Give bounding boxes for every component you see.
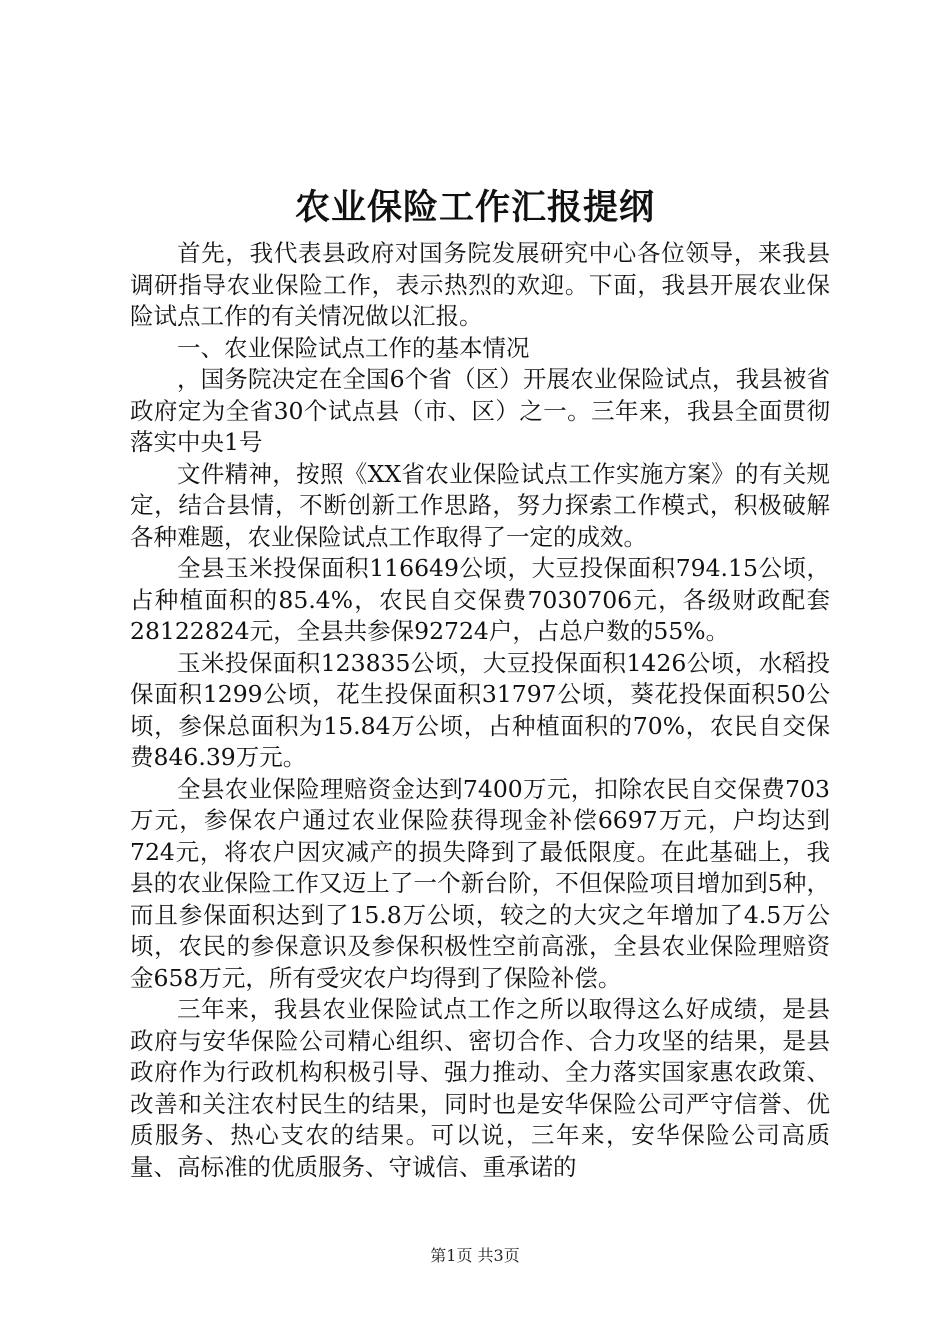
paragraph-achievements: 三年来，我县农业保险试点工作之所以取得这么好成绩，是县政府与安华保险公司精心组织、密切合作、合力攻坚的结果，是县政府作为行政机构积极引导、强力推动、全力落实国家惠农政策、改善和关注农村民生的结果，同时也是安华保险公司严守信誉、优质服务、热心支农的结果。可以说，三年来，安华保险公司高质量、高标准的优质服务、守诚信、重承诺的 <box>130 995 830 1181</box>
section-heading-basic-situation: 一、农业保险试点工作的基本情况 <box>177 333 530 362</box>
paragraph-intro: 首先，我代表县政府对国务院发展研究中心各位领导，来我县调研指导农业保险工作，表示热烈的欢迎。下面，我县开展农业保险试点工作的有关情况做以汇报。 <box>130 239 830 330</box>
page-number-footer: 第1页 共3页 <box>430 1246 520 1265</box>
document-body <box>130 238 830 1183</box>
document-title: 农业保险工作汇报提纲 <box>294 187 655 228</box>
paragraph-claims: 全县农业保险理赔资金达到7400万元，扣除农民自交保费703万元，参保农户通过农业保险获得现金补偿6697万元，户均达到724元，将农户因灾减产的损失降到了最低限度。在此基础上，我县的农业保险工作又迈上了一个新台阶，不但保险项目增加到5种，而且参保面积达到了15.8万公顷，较之的大灾之年增加了4.5万公顷，农民的参保意识及参保积极性空前高涨，全县农业保险理赔资金658万元，所有受灾农户均得到了保险补偿。 <box>130 774 830 992</box>
paragraph-implementation: 文件精神，按照《XX省农业保险试点工作实施方案》的有关规定，结合县情，不断创新工作思路，努力探索工作模式，积极破解各种难题，农业保险试点工作取得了一定的成效。 <box>130 459 830 551</box>
paragraph-stats-second: 玉米投保面积123835公顷，大豆投保面积1426公顷，水稻投保面积1299公顷，花生投保面积31797公顷，葵花投保面积50公顷，参保总面积为15.84万公顷，占种植面积的70%，农民自交保费846.39万元。 <box>130 648 830 771</box>
paragraph-pilot-background: ，国务院决定在全国6个省（区）开展农业保险试点，我县被省政府定为全省30个试点县（市、区）之一。三年来，我县全面贯彻落实中央1号 <box>130 365 830 456</box>
paragraph-stats-first: 全县玉米投保面积116649公顷，大豆投保面积794.15公顷，占种植面积的85.4%，农民自交保费7030706元，各级财政配套28122824元，全县共参保92724户，占总户数的55%。 <box>130 554 830 645</box>
